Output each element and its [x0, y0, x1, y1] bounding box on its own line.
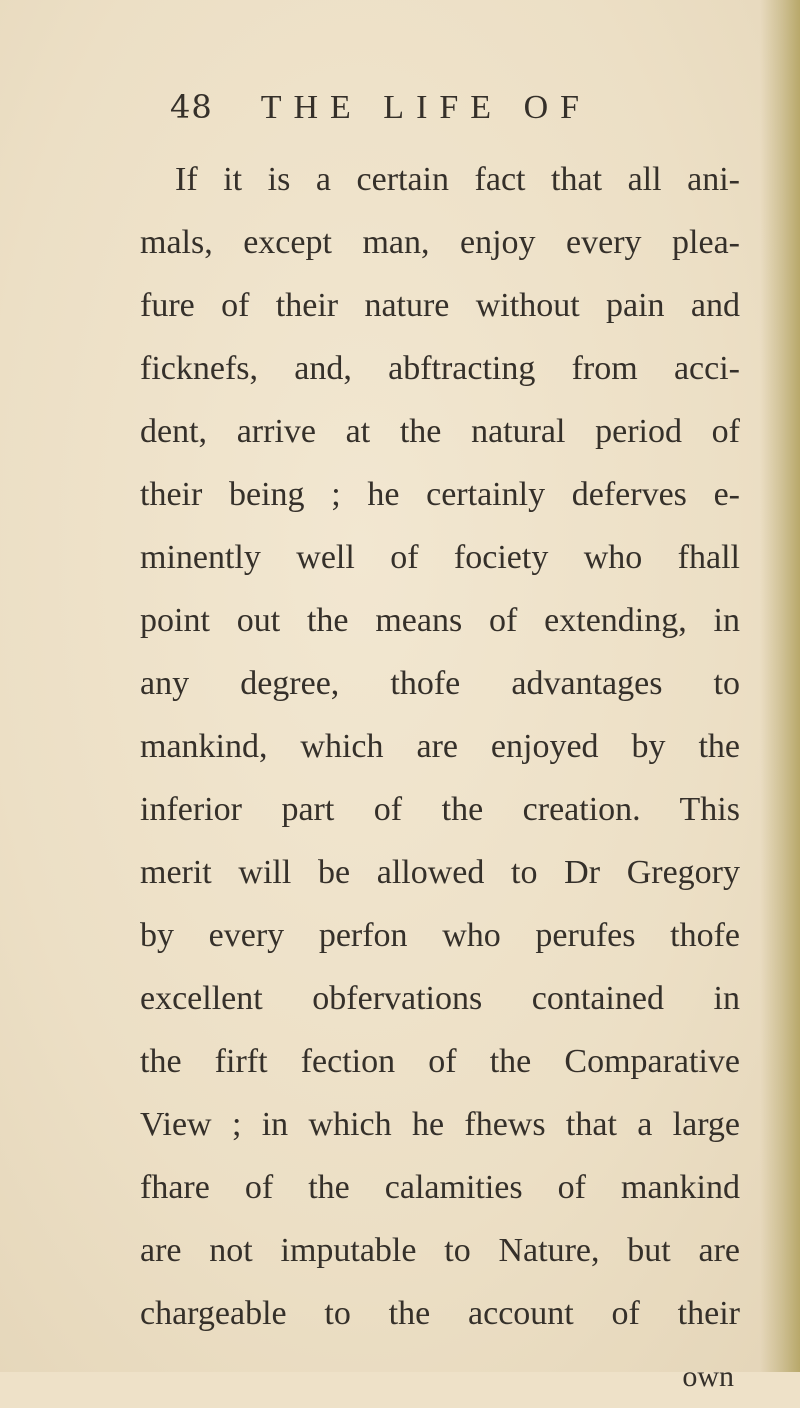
text-line: any degree, thofe advantages to — [140, 665, 740, 702]
text-line: If it is a certain fact that all ani- — [175, 161, 740, 198]
text-line: are not imputable to Nature, but are — [140, 1232, 740, 1269]
text-line: fhare of the calamities of mankind — [140, 1169, 740, 1206]
running-head-title: THE LIFE OF — [260, 89, 592, 126]
catchword: own — [682, 1360, 734, 1393]
text-line: point out the means of extending, in — [140, 602, 740, 639]
text-line: by every perfon who perufes thofe — [140, 917, 740, 954]
running-head — [170, 88, 690, 138]
text-line: excellent obfervations contained in — [140, 980, 740, 1017]
text-line: ficknefs, and, abftracting from acci- — [140, 350, 740, 387]
page-number: 48 — [170, 88, 213, 126]
text-line: chargeable to the account of their — [140, 1295, 740, 1332]
text-line: merit will be allowed to Dr Gregory — [140, 854, 740, 891]
text-line: minently well of fociety who fhall — [140, 539, 740, 576]
text-line: mankind, which are enjoyed by the — [140, 728, 740, 765]
text-line: View ; in which he fhews that a large — [140, 1106, 740, 1143]
text-line: inferior part of the creation. This — [140, 791, 740, 828]
page-edge-shadow — [760, 0, 800, 1372]
text-line: mals, except man, enjoy every plea- — [140, 224, 740, 261]
text-line: their being ; he certainly deferves e- — [140, 476, 740, 513]
text-line: the firft fection of the Comparative — [140, 1043, 740, 1080]
text-line: dent, arrive at the natural period of — [140, 413, 740, 450]
body-text — [140, 148, 740, 1408]
text-line: fure of their nature without pain and — [140, 287, 740, 324]
